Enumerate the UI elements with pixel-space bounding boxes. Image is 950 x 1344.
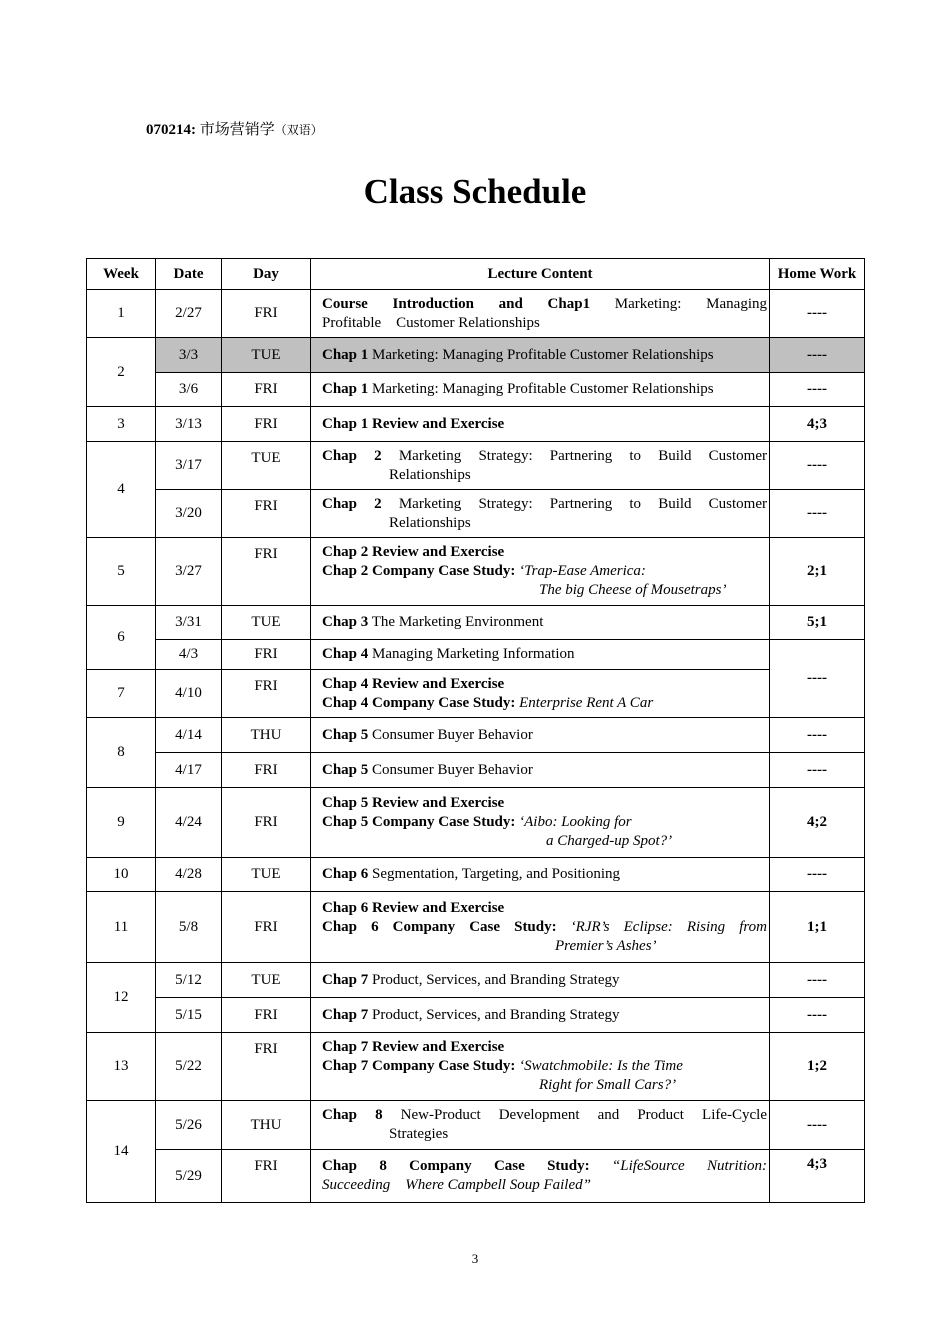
case-study-title: ‘Aibo: Looking for <box>519 814 632 830</box>
course-code: 070214: <box>146 122 196 138</box>
day-cell: FRI <box>222 753 311 788</box>
homework-cell: ---- <box>770 1101 865 1150</box>
table-row <box>87 407 865 442</box>
lecture-cell <box>311 963 770 998</box>
table-row <box>87 538 865 606</box>
lecture-text-line2: Profitable Customer Relationships <box>322 314 540 331</box>
date-cell: 3/17 <box>156 442 222 490</box>
table-row <box>87 1101 865 1150</box>
table-header-row <box>87 259 865 290</box>
lecture-cell <box>311 538 770 606</box>
week-cell: 3 <box>87 407 156 442</box>
lecture-cell <box>311 858 770 892</box>
date-cell: 4/3 <box>156 640 222 670</box>
date-cell: 4/10 <box>156 670 222 718</box>
course-code-line <box>146 118 323 139</box>
lecture-text: Marketing: Managing <box>614 295 767 312</box>
day-cell: FRI <box>222 998 311 1033</box>
lecture-bold: Chap 1 <box>322 346 369 363</box>
header-day: Day <box>222 259 311 290</box>
lecture-text: Consumer Buyer Behavior <box>372 726 533 743</box>
case-study-label: Chap 4 Company Case Study: <box>322 694 516 711</box>
week-cell: 12 <box>87 963 156 1033</box>
date-cell: 5/29 <box>156 1150 222 1203</box>
lecture-bold: Chap 1 <box>322 381 369 397</box>
lecture-bold: Chap 7 <box>322 1006 369 1023</box>
case-study-title: ‘RJR’s Eclipse: Rising from <box>570 918 768 935</box>
date-cell: 4/24 <box>156 788 222 858</box>
day-cell: TUE <box>222 963 311 998</box>
homework-cell: ---- <box>770 373 865 407</box>
homework-cell: ---- <box>770 290 865 338</box>
homework-cell: ---- <box>770 753 865 788</box>
case-study-title-line2: a Charged-up Spot?’ <box>546 833 673 849</box>
lecture-cell <box>311 290 770 338</box>
day-cell: FRI <box>222 670 311 718</box>
day-cell: FRI <box>222 290 311 338</box>
table-row <box>87 718 865 753</box>
lecture-text: Consumer Buyer Behavior <box>372 761 533 778</box>
date-cell: 3/6 <box>156 373 222 407</box>
page-title: Class Schedule <box>363 172 587 211</box>
day-cell: FRI <box>222 538 311 606</box>
date-cell: 2/27 <box>156 290 222 338</box>
homework-cell: 2;1 <box>770 538 865 606</box>
case-study-label: Chap 5 Company Case Study: <box>322 814 516 830</box>
week-cell: 7 <box>87 670 156 718</box>
day-cell: THU <box>222 718 311 753</box>
lecture-bold: Chap 2 Review and Exercise <box>322 544 505 560</box>
lecture-cell <box>311 338 770 373</box>
lecture-text: Segmentation, Targeting, and Positioning <box>372 866 620 882</box>
homework-cell: ---- <box>770 338 865 373</box>
day-cell: TUE <box>222 606 311 640</box>
lecture-text: Product, Services, and Branding Strategy <box>372 971 620 988</box>
date-cell: 4/17 <box>156 753 222 788</box>
date-cell: 5/8 <box>156 892 222 963</box>
lecture-bold: Chap 4 <box>322 646 369 662</box>
lecture-bold: Chap 8 <box>322 1107 383 1123</box>
table-row <box>87 1033 865 1101</box>
lecture-cell <box>311 753 770 788</box>
case-study-title-line2: Premier’s Ashes’ <box>555 937 657 954</box>
day-cell: TUE <box>222 442 311 490</box>
case-study-title-line2: Succeeding Where Campbell Soup Failed” <box>322 1177 591 1193</box>
table-row <box>87 490 865 538</box>
day-cell: FRI <box>222 1150 311 1203</box>
lecture-cell <box>311 373 770 407</box>
lecture-cell <box>311 407 770 442</box>
week-cell: 14 <box>87 1101 156 1203</box>
table-row <box>87 338 865 373</box>
date-cell: 4/28 <box>156 858 222 892</box>
lecture-bold: Chap 5 <box>322 761 369 778</box>
table-row <box>87 606 865 640</box>
case-study-title: ‘Trap-Ease America: <box>519 563 646 579</box>
lecture-bold: Chap 7 Review and Exercise <box>322 1039 505 1055</box>
date-cell: 5/26 <box>156 1101 222 1150</box>
table-row <box>87 442 865 490</box>
lecture-text: Marketing Strategy: Partnering to Build Customer <box>398 447 768 464</box>
day-cell: FRI <box>222 788 311 858</box>
homework-cell: ---- <box>770 442 865 490</box>
table-row <box>87 892 865 963</box>
page-number: 3 <box>471 1251 479 1266</box>
date-cell: 3/20 <box>156 490 222 538</box>
case-study-title: Enterprise Rent A Car <box>519 694 654 711</box>
lecture-cell <box>311 1101 770 1150</box>
schedule-table <box>86 258 865 1203</box>
lecture-bold: Chap 3 <box>322 614 369 630</box>
lecture-cell <box>311 640 770 670</box>
week-cell: 5 <box>87 538 156 606</box>
lecture-bold: Chap 5 <box>322 726 369 743</box>
case-study-label: Chap 8 Company Case Study: <box>322 1158 590 1174</box>
week-cell: 1 <box>87 290 156 338</box>
header-date: Date <box>156 259 222 290</box>
week-cell: 11 <box>87 892 156 963</box>
table-row <box>87 998 865 1033</box>
homework-cell: 1;1 <box>770 892 865 963</box>
date-cell: 3/27 <box>156 538 222 606</box>
table-row <box>87 373 865 407</box>
day-cell: FRI <box>222 490 311 538</box>
date-cell: 3/3 <box>156 338 222 373</box>
lecture-text: Marketing: Managing Profitable Customer Relationships <box>372 381 714 397</box>
case-study-title: ‘Swatchmobile: Is the Time <box>519 1058 683 1074</box>
header-week: Week <box>87 259 156 290</box>
day-cell: FRI <box>222 373 311 407</box>
lecture-bold: Chap 2 <box>322 495 382 512</box>
lecture-cell <box>311 998 770 1033</box>
day-cell: FRI <box>222 407 311 442</box>
week-cell: 4 <box>87 442 156 538</box>
homework-cell: 4;3 <box>770 1150 865 1203</box>
case-study-title-line2: The big Cheese of Mousetraps’ <box>539 582 727 598</box>
lecture-cell <box>311 1033 770 1101</box>
lecture-cell <box>311 490 770 538</box>
day-cell: FRI <box>222 1033 311 1101</box>
table-row <box>87 290 865 338</box>
lecture-text-line2: Relationships <box>389 466 471 483</box>
table-row <box>87 963 865 998</box>
homework-cell: ---- <box>770 718 865 753</box>
table-row <box>87 1150 865 1203</box>
lecture-bold: Chap 5 Review and Exercise <box>322 795 505 811</box>
week-cell: 13 <box>87 1033 156 1101</box>
lecture-text: Managing Marketing Information <box>372 646 575 662</box>
lecture-cell <box>311 718 770 753</box>
homework-cell: 1;2 <box>770 1033 865 1101</box>
week-cell: 10 <box>87 858 156 892</box>
table-row <box>87 788 865 858</box>
table-row <box>87 858 865 892</box>
day-cell: TUE <box>222 858 311 892</box>
date-cell: 5/22 <box>156 1033 222 1101</box>
case-study-label: Chap 2 Company Case Study: <box>322 563 516 579</box>
homework-cell: 4;3 <box>770 407 865 442</box>
date-cell: 5/15 <box>156 998 222 1033</box>
lecture-bold: Chap 6 Review and Exercise <box>322 899 505 916</box>
lecture-text: Marketing Strategy: Partnering to Build Customer <box>398 495 768 512</box>
table-row <box>87 640 865 670</box>
case-study-title: “LifeSource Nutrition: <box>611 1158 768 1174</box>
homework-cell: ---- <box>770 490 865 538</box>
date-cell: 3/13 <box>156 407 222 442</box>
table-row <box>87 753 865 788</box>
lecture-text-line2: Strategies <box>389 1126 449 1142</box>
week-cell: 9 <box>87 788 156 858</box>
week-cell: 6 <box>87 606 156 670</box>
day-cell: THU <box>222 1101 311 1150</box>
lecture-text: The Marketing Environment <box>371 614 544 630</box>
lecture-bold: Chap 7 <box>322 971 369 988</box>
case-study-label: Chap 7 Company Case Study: <box>322 1058 516 1074</box>
lecture-cell <box>311 892 770 963</box>
lecture-bold: Chap 4 Review and Exercise <box>322 675 505 692</box>
homework-cell: 4;2 <box>770 788 865 858</box>
header-home-work: Home Work <box>770 259 865 290</box>
homework-cell: ---- <box>770 998 865 1033</box>
day-cell: FRI <box>222 640 311 670</box>
week-cell: 2 <box>87 338 156 407</box>
lecture-bold: Chap 2 <box>322 447 382 464</box>
lecture-cell <box>311 1150 770 1203</box>
day-cell: FRI <box>222 892 311 963</box>
lecture-text: New-Product Development and Product Life-Cycle <box>400 1107 768 1123</box>
week-cell: 8 <box>87 718 156 788</box>
lecture-text: Product, Services, and Branding Strategy <box>372 1006 620 1023</box>
case-study-title-line2: Right for Small Cars?’ <box>539 1077 677 1093</box>
homework-cell: 5;1 <box>770 606 865 640</box>
homework-cell: ---- <box>770 963 865 998</box>
lecture-text-line2: Relationships <box>389 514 471 531</box>
homework-cell: ---- <box>770 858 865 892</box>
date-cell: 4/14 <box>156 718 222 753</box>
lecture-cell <box>311 670 770 718</box>
lecture-cell <box>311 606 770 640</box>
course-suffix: （双语） <box>274 123 323 137</box>
date-cell: 5/12 <box>156 963 222 998</box>
case-study-label: Chap 6 Company Case Study: <box>322 918 557 935</box>
lecture-bold: Course Introduction and Chap1 <box>322 295 591 312</box>
table-row <box>87 670 865 718</box>
date-cell: 3/31 <box>156 606 222 640</box>
homework-cell: ---- <box>770 640 865 718</box>
lecture-bold: Chap 1 Review and Exercise <box>322 415 505 432</box>
lecture-text: Marketing: Managing Profitable Customer Relationships <box>372 346 714 363</box>
lecture-bold: Chap 6 <box>322 866 369 882</box>
day-cell: TUE <box>222 338 311 373</box>
lecture-cell <box>311 788 770 858</box>
header-lecture-content: Lecture Content <box>311 259 770 290</box>
course-name: 市场营销学 <box>199 122 275 138</box>
lecture-cell <box>311 442 770 490</box>
